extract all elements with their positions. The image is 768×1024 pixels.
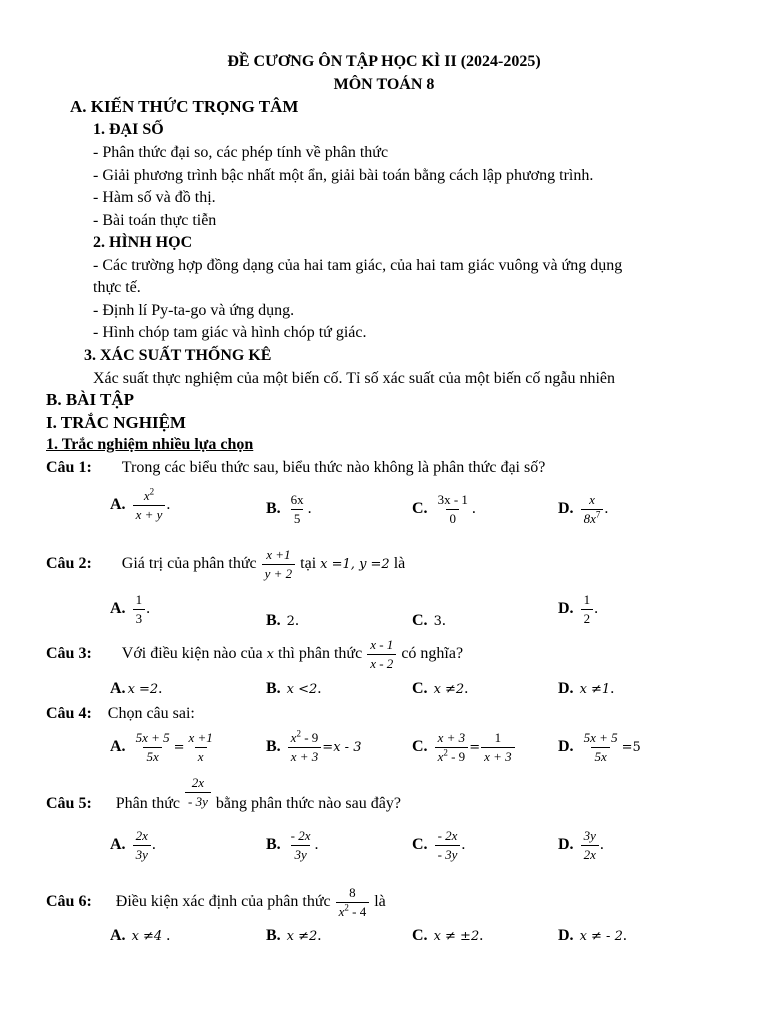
sub1-heading: 1. Trắc nghiệm nhiều lựa chọn [46,436,254,453]
fraction: $\frac{5x + 5}{5x}$ [135,730,170,764]
geometry-item: - Hình chóp tam giác và hình chóp tứ giác. [93,324,367,341]
geometry-item: - Các trường hợp đồng dạng của hai tam giác, của hai tam giác vuông và ứng dụng [93,257,623,274]
fraction: $\frac{6x}{5}$ [290,492,304,526]
fraction: $\frac{x^2 - 9}{x + 3}$ [288,730,322,765]
fraction: $\frac{- 2x}{- 3y}$ [435,828,461,863]
algebra-item: - Giải phương trình bậc nhất một ẩn, giải bài toán bằng cách lập phương trình. [93,167,594,184]
question-5: Câu 5: Phân thức $\frac{2x}{- 3y}$ bằng phân thức nào sau đây? [46,774,401,812]
section-b-heading: B. BÀI TẬP [46,390,135,409]
question-6: Câu 6: Điều kiện xác định của phân thức $\frac{8}{x^2 - 4}$ là [46,884,386,919]
q6-option-a[interactable]: A. x ≠4 . [110,927,171,944]
fraction: $\frac{x +1}{y + 2}$ [262,547,296,582]
fraction: $\frac{x^2}{x + y}$ [133,488,166,523]
q3-option-d[interactable]: D. x ≠1. [558,680,615,697]
q1-option-d[interactable]: D. $\frac{x}{8x^7}$ . [558,492,609,526]
q2-option-a[interactable]: A. $\frac{1}{3}$ . [110,592,151,626]
stats-text: Xác suất thực nghiệm của một biến cố. Tỉ số xác suất của một biến cố ngẫu nhiên [93,370,616,387]
question-3: Câu 3: Với điều kiện nào của x thì phân thức $\frac{x - 1}{x - 2}$ có nghĩa? [46,636,464,671]
q3-option-c[interactable]: C. x ≠2. [412,680,469,697]
q6-option-b[interactable]: B. x ≠2. [266,927,322,944]
q1-option-c[interactable]: C. $\frac{3x - 1}{0}$ . [412,492,476,526]
q5-option-c[interactable]: C. $\frac{- 2x}{- 3y}$ . [412,828,466,862]
doc-title: ĐỀ CƯƠNG ÔN TẬP HỌC KÌ II (2024-2025) [227,53,541,70]
fraction: $\frac{x}{8x^7}$ [581,492,604,527]
q1-option-a[interactable]: A. $\frac{x^2}{x + y}$ . [110,486,171,522]
question-4: Câu 4: Chọn câu sai: [46,705,195,722]
question-2: Câu 2: Giá trị của phân thức $\frac{x +1}{y + 2}$ tại x =1, y =2 là [46,546,406,581]
geometry-item: - Định lí Py-ta-go và ứng dụng. [93,302,295,319]
q6-option-d[interactable]: D. x ≠ - 2. [558,927,627,944]
doc-subtitle: MÔN TOÁN 8 [333,76,435,93]
q2-option-c[interactable]: C. 3. [412,612,446,629]
question-label: Câu 1: [46,459,92,476]
q4-option-a[interactable]: A. $\frac{5x + 5}{5x}$ = $\frac{x +1}{x}$ [110,730,217,765]
fraction: $\frac{x - 1}{x - 2}$ [367,637,396,672]
question-label: Câu 3: [46,645,92,662]
section-a-heading: A. KIẾN THỨC TRỌNG TÂM [70,97,299,116]
fraction: $\frac{1}{3}$ [133,592,146,627]
q2-option-d[interactable]: D. $\frac{1}{2}$ . [558,592,599,626]
question-text: Trong các biểu thức sau, biểu thức nào không là phân thức đại số? [121,459,546,476]
geometry-item: thực tế. [93,279,141,296]
fraction: $\frac{3y}{2x}$ [581,828,599,863]
fraction: $\frac{3x - 1}{0}$ [437,492,468,526]
q2-option-b[interactable]: B. 2. [266,612,299,629]
algebra-heading: 1. ĐẠI SỐ [93,121,164,138]
fraction: $\frac{- 2x}{3y}$ [290,828,311,862]
question-label: Câu 5: [46,795,92,812]
q5-option-b[interactable]: B. $\frac{- 2x}{3y}$ . [266,828,319,862]
question-label: Câu 6: [46,893,92,910]
q4-option-d[interactable]: D. $\frac{5x + 5}{5x}$ =5 [558,730,641,764]
question-label: Câu 2: [46,555,92,572]
algebra-item: - Hàm số và đồ thị. [93,189,216,206]
q4-option-b[interactable]: B. $\frac{x^2 - 9}{x + 3}$ =x - 3 [266,728,362,764]
fraction: $\frac{5x + 5}{5x}$ [583,730,618,764]
geometry-heading: 2. HÌNH HỌC [93,234,193,251]
question-1 [46,458,545,478]
q6-option-c[interactable]: C. x ≠ ±2. [412,927,484,944]
fraction: $\frac{1}{x + 3}$ [481,730,515,765]
fraction: $\frac{2x}{3y}$ [133,828,151,863]
q1-option-b[interactable]: B. $\frac{6x}{5}$ . [266,492,312,526]
algebra-item: - Phân thức đại so, các phép tính về phân thức [93,144,389,161]
fraction: $\frac{8}{x^2 - 4}$ [336,885,370,920]
fraction: $\frac{1}{2}$ [581,592,594,627]
stats-heading: 3. XÁC SUẤT THỐNG KÊ [84,347,272,364]
question-label: Câu 4: [46,705,92,722]
q5-option-a[interactable]: A. $\frac{2x}{3y}$ . [110,828,156,862]
q4-option-c[interactable]: C. $\frac{x + 3}{x^2 - 9}$ = $\frac{1}{x + 3}$ [412,730,516,765]
fraction: $\frac{x +1}{x}$ [188,730,213,764]
part1-heading: I. TRẮC NGHIỆM [46,413,186,432]
fraction: $\frac{x + 3}{x^2 - 9}$ [435,730,469,765]
q3-option-a[interactable]: A. x =2. [110,680,163,697]
q3-option-b[interactable]: B. x <2. [266,680,322,697]
fraction: $\frac{2x}{- 3y}$ [185,775,211,810]
algebra-item: - Bài toán thực tiễn [93,212,217,229]
q5-option-d[interactable]: D. $\frac{3y}{2x}$ . [558,828,604,862]
